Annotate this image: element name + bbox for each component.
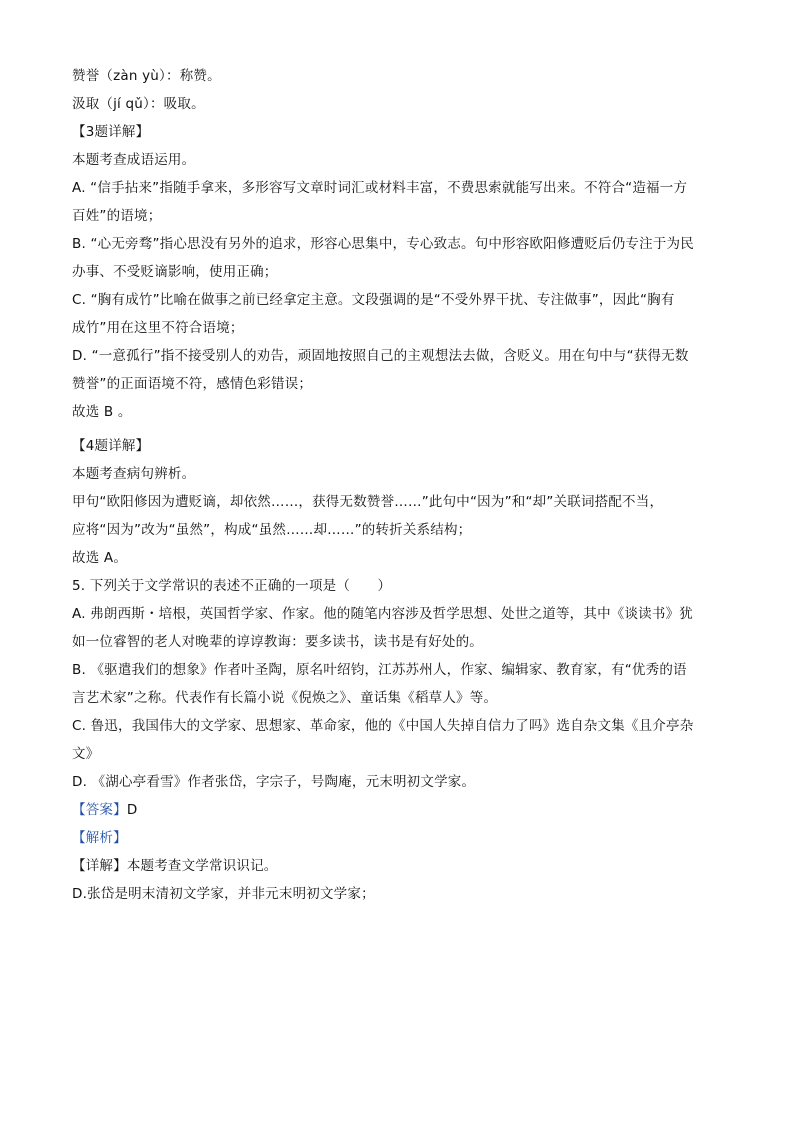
text-line: 故选 A。 xyxy=(72,550,128,566)
text-line: 办事、不受贬谪影响，使用正确； xyxy=(72,264,278,280)
option-b-line: B. 《驱遣我们的想象》作者叶圣陶，原名叶绍钧，江苏苏州人，作家、编辑家、教育家，有“优秀的语 xyxy=(72,662,687,678)
text-line: 本题考查病句辨析。 xyxy=(72,466,196,482)
answer-line xyxy=(72,796,722,824)
text-line: D.张岱是明末清初文学家，并非元末明初文学家； xyxy=(72,886,375,902)
detail-text: 本题考查文学常识识记。 xyxy=(126,858,278,874)
text-line: A. “信手拈来”指随手拿来，多形容写文章时词汇或材料丰富，不费思索就能写出来。不符合“造福一方 xyxy=(72,180,688,196)
text-line: 本题考查成语运用。 xyxy=(72,152,196,168)
text-line: 故选 B 。 xyxy=(72,404,132,420)
text-line: 成竹”用在这里不符合语境； xyxy=(72,320,244,336)
answer-value: D xyxy=(126,802,138,818)
option-c-line: 文》 xyxy=(72,746,100,762)
text-line: B. “心无旁骛”指心思没有另外的追求，形容心思集中，专心致志。句中形容欧阳修遭贬后仍专注于为民 xyxy=(72,236,694,252)
answer-label: 【答案】 xyxy=(72,802,127,818)
option-a-line: 如一位睿智的老人对晚辈的谆谆教诲：要多读书，读书是有好处的。 xyxy=(72,634,483,650)
text-line: D. “一意孤行”指不接受别人的劝告，顽固地按照自己的主观想法去做，含贬义。用在句中与“获得无数 xyxy=(72,348,689,364)
analysis-label: 【解析】 xyxy=(72,830,127,846)
option-d-line: D. 《湖心亭看雪》作者张岱，字宗子，号陶庵，元末明初文学家。 xyxy=(72,774,476,790)
detail-label: 【详解】 xyxy=(72,858,127,874)
question-5-stem: 5. 下列关于文学常识的表述不正确的一项是（ ） xyxy=(72,578,392,594)
section-heading-q3: 【3题详解】 xyxy=(72,124,150,140)
text-line: 甲句“欧阳修因为遭贬谪，却依然……，获得无数赞誉……”此句中“因为”和“却”关联词搭配不当， xyxy=(72,494,664,510)
text-line: C. “胸有成竹”比喻在做事之前已经拿定主意。文段强调的是“不受外界干扰、专注做事”，因此“胸有 xyxy=(72,292,675,308)
text-line: 百姓”的语境； xyxy=(72,208,162,224)
option-a-line: A. 弗朗西斯・培根，英国哲学家、作家。他的随笔内容涉及哲学思想、处世之道等，其中《谈读书》犹 xyxy=(72,606,693,622)
section-heading-q4: 【4题详解】 xyxy=(72,438,150,454)
text-line: 应将“因为”改为“虽然”，构成“虽然……却……”的转折关系结构； xyxy=(72,522,472,538)
text-line: 赞誉（zàn yù）：称赞。 xyxy=(72,68,221,84)
text-line: 汲取（jí qǔ）：吸取。 xyxy=(72,96,205,112)
option-c-line: C. 鲁迅，我国伟大的文学家、思想家、革命家，他的《中国人失掉自信力了吗》选自杂文集《且介亭杂 xyxy=(72,718,694,734)
detail-line xyxy=(72,852,722,880)
text-line: 赞誉”的正面语境不符，感情色彩错误； xyxy=(72,376,313,392)
option-b-line: 言艺术家”之称。代表作有长篇小说《倪焕之》、童话集《稻草人》等。 xyxy=(72,690,498,706)
document-page xyxy=(72,62,722,908)
